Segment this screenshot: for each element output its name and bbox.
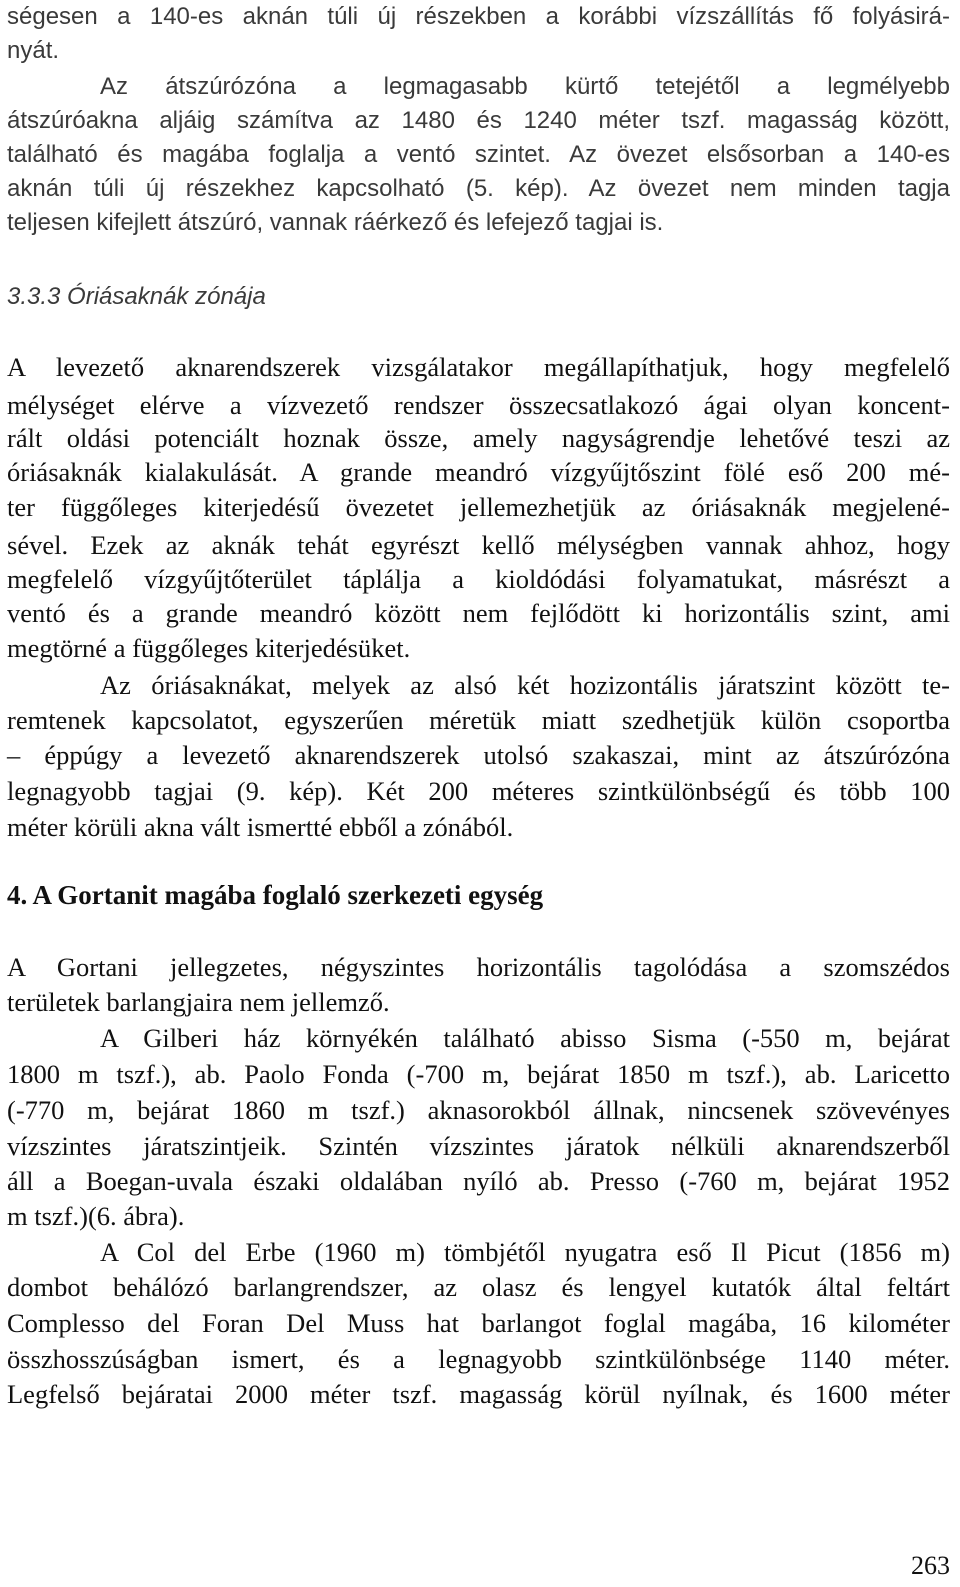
text-line: nyát. (7, 37, 60, 64)
text-line: A Gilberi ház környékén található abisso Sisma (-550 m, bejárat (100, 1023, 950, 1053)
text-line: – éppúgy a levezető aknarendszerek utolsó szakaszai, mint az átszúrózóna (7, 740, 950, 770)
text-line: található és magába foglalja a ventó szintet. Az övezet elsősorban a 140-es (7, 141, 950, 168)
text-line: Legfelső bejáratai 2000 méter tszf. magasság körül nyílnak, és 1600 méter (7, 1379, 950, 1409)
text-line: 1800 m tszf.), ab. Paolo Fonda (-700 m, bejárat 1850 m tszf.), ab. Laricetto (7, 1059, 950, 1089)
text-line: teljesen kifejlett átszúró, vannak ráérkező és lefejező tagjai is. (7, 209, 664, 236)
text-line: mélységet elérve a vízvezető rendszer összecsatlakozó ágai olyan koncent- (7, 390, 950, 420)
text-line: sével. Ezek az aknák tehát egyrészt kellő mélységben vannak ahhoz, hogy (7, 530, 950, 560)
text-line: Complesso del Foran Del Muss hat barlangot foglal magába, 16 kilométer (7, 1308, 950, 1338)
text-line: rált oldási potenciált hoznak össze, amely nagyságrendje lehetővé teszi az (7, 423, 950, 453)
section-heading-3-3-3: 3.3.3 Óriásaknák zónája (7, 283, 266, 310)
text-line: vízszintes járatszintjeik. Szintén vízszintes járatok nélküli aknarendszerből (7, 1131, 950, 1161)
text-line: összhosszúságban ismert, és a legnagyobb szintkülönbsége 1140 méter. (7, 1344, 950, 1374)
text-line: legnagyobb tagjai (9. kép). Két 200 méteres szintkülönbségű és több 100 (7, 776, 950, 806)
text-line: területek barlangjaira nem jellemző. (7, 987, 390, 1017)
text-line: Az átszúrózóna a legmagasabb kürtő tetejétől a legmélyebb (100, 73, 950, 100)
text-line: A Gortani jellegzetes, négyszintes horizontális tagolódása a szomszédos (7, 952, 950, 982)
text-line: óriásaknák kialakulását. A grande meandró vízgyűjtőszint fölé eső 200 mé- (7, 457, 950, 487)
text-line: (-770 m, bejárat 1860 m tszf.) aknasorokból állnak, nincsenek szövevényes (7, 1095, 950, 1125)
text-line: ter függőleges kiterjedésű övezetet jellemezhetjük az óriásaknák megjelené- (7, 492, 950, 522)
section-heading-4: 4. A Gortanit magába foglaló szerkezeti egység (7, 880, 544, 910)
text-line: dombot behálózó barlangrendszer, az olasz és lengyel kutatók által feltárt (7, 1272, 950, 1302)
text-line: méter körüli akna vált ismertté ebből a zónából. (7, 812, 514, 842)
text-line: áll a Boegan-uvala északi oldalában nyíló ab. Presso (-760 m, bejárat 1952 (7, 1166, 950, 1196)
text-line: ventó és a grande meandró között nem fejlődött ki horizontális szint, ami (7, 598, 950, 628)
text-line: megfelelő vízgyűjtőterület táplálja a kioldódási folyamatukat, másrészt a (7, 564, 950, 594)
text-line: aknán túli új részekhez kapcsolható (5. kép). Az övezet nem minden tagja (7, 175, 950, 202)
page-number: 263 (911, 1551, 950, 1580)
text-line: átszúróakna aljáig számítva az 1480 és 1240 méter tszf. magasság között, (7, 107, 950, 134)
text-line: remtenek kapcsolatot, egyszerűen méretük miatt szedhetjük külön csoportba (7, 705, 950, 735)
text-line: A levezető aknarendszerek vizsgálatakor megállapíthatjuk, hogy megfelelő (7, 352, 950, 382)
text-line: megtörné a függőleges kiterjedésüket. (7, 633, 411, 663)
text-line: m tszf.)(6. ábra). (7, 1201, 185, 1231)
text-line: Az óriásaknákat, melyek az alsó két hozizontális járatszint között te- (100, 670, 950, 700)
text-line: ségesen a 140-es aknán túli új részekben a korábbi vízszállítás fő folyásirá- (7, 3, 950, 30)
text-line: A Col del Erbe (1960 m) tömbjétől nyugatra eső Il Picut (1856 m) (100, 1237, 950, 1267)
